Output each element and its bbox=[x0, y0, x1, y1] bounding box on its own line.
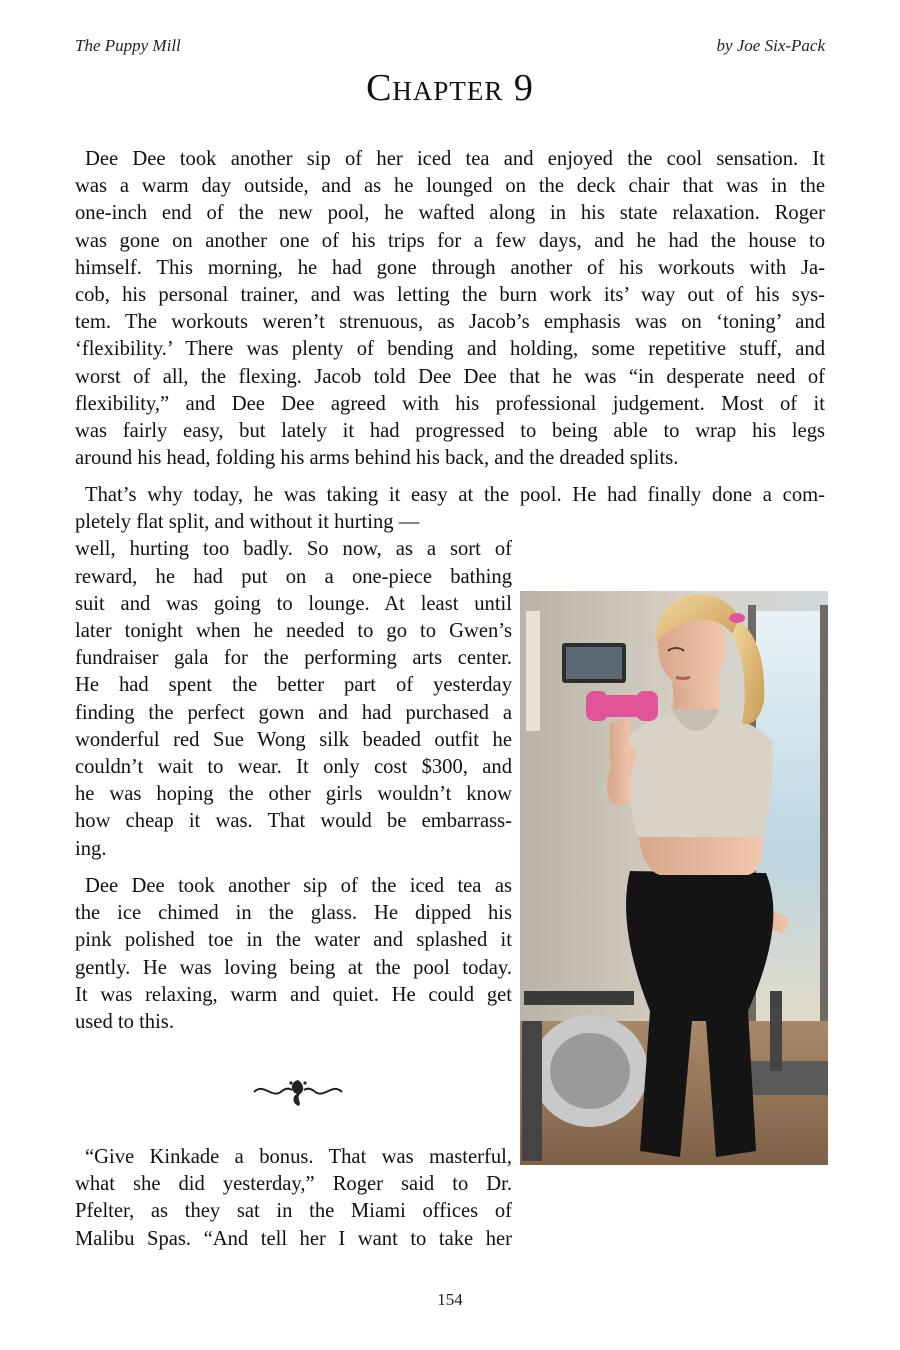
paragraph-1 bbox=[75, 146, 825, 472]
text-line: flexibility,” and Dee Dee agreed with his professional judgement. Most of it bbox=[75, 392, 825, 415]
text-line: was gone on another one of his trips for a few days, and he had the house to bbox=[75, 229, 825, 252]
text-line: Dee Dee took another sip of the iced tea as bbox=[85, 875, 512, 897]
running-header bbox=[75, 36, 825, 56]
text-line: tem. The workouts weren’t strenuous, as Jacob’s emphasis was on ‘toning’ and bbox=[75, 311, 825, 334]
text-line: Pfelter, as they sat in the Miami offices of bbox=[75, 1200, 512, 1223]
text-line: reward, he had put on a one-piece bathing bbox=[75, 565, 512, 588]
text-line: finding the perfect gown and had purchased a bbox=[75, 701, 512, 724]
text-line: wonderful red Sue Wong silk beaded outfit he bbox=[75, 728, 512, 751]
text-line: was fairly easy, but lately it had progressed to being able to wrap his legs bbox=[75, 420, 825, 443]
paragraph-3 bbox=[75, 873, 512, 1036]
text-line: what she did yesterday,” Roger said to Dr. bbox=[75, 1173, 512, 1196]
gym-workout-photo bbox=[520, 591, 828, 1165]
section-break-ornament-icon bbox=[252, 1074, 344, 1110]
text-line: pletely flat split, and without it hurting — bbox=[75, 511, 420, 534]
text-line: well, hurting too badly. So now, as a sort of bbox=[75, 538, 512, 561]
photo-illustration bbox=[520, 591, 828, 1165]
book-title: The Puppy Mill bbox=[75, 36, 181, 55]
text-line: Dee Dee took another sip of her iced tea and enjoyed the cool sensation. It bbox=[85, 148, 825, 170]
page-number: 154 bbox=[437, 1290, 463, 1309]
text-line: worst of all, the flexing. Jacob told Dee Dee that he was “in desperate need of bbox=[75, 365, 825, 388]
author-name: by Joe Six-Pack bbox=[716, 36, 825, 55]
text-line: It was relaxing, warm and quiet. He could get bbox=[75, 983, 512, 1006]
text-line: ing. bbox=[75, 837, 107, 860]
text-line: cob, his personal trainer, and was letting the burn work its’ way out of his sys- bbox=[75, 284, 825, 307]
text-line: the ice chimed in the glass. He dipped his bbox=[75, 902, 512, 925]
text-line: later tonight when he needed to go to Gwen’s bbox=[75, 620, 512, 643]
text-line: fundraiser gala for the performing arts center. bbox=[75, 647, 512, 670]
chapter-title: Chapter 9 bbox=[366, 67, 534, 109]
text-line: couldn’t wait to wear. It only cost $300, and bbox=[75, 756, 512, 779]
text-line: how cheap it was. That would be embarrass- bbox=[75, 810, 512, 833]
text-line: himself. This morning, he had gone through another of his workouts with Ja- bbox=[75, 256, 825, 279]
text-line: around his head, folding his arms behind his back, and the dreaded splits. bbox=[75, 447, 679, 470]
text-line: That’s why today, he was taking it easy at the pool. He had finally done a com- bbox=[85, 484, 825, 506]
text-line: used to this. bbox=[75, 1011, 174, 1034]
text-line: “Give Kinkade a bonus. That was masterful, bbox=[85, 1146, 512, 1168]
text-line: ‘flexibility.’ There was plenty of bending and holding, some repetitive stuff, and bbox=[75, 338, 825, 361]
text-line: gently. He was loving being at the pool today. bbox=[75, 956, 512, 979]
text-line: was a warm day outside, and as he lounged on the deck chair that was in the bbox=[75, 175, 825, 198]
text-line: He had spent the better part of yesterday bbox=[75, 674, 512, 697]
paragraph-4 bbox=[75, 1144, 512, 1253]
text-line: suit and was going to lounge. At least until bbox=[75, 592, 512, 615]
text-line: one-inch end of the new pool, he wafted along in his state relaxation. Roger bbox=[75, 202, 825, 225]
text-line: pink polished toe in the water and splashed it bbox=[75, 929, 512, 952]
text-line: he was hoping the other girls wouldn’t know bbox=[75, 783, 512, 806]
text-line: Malibu Spas. “And tell her I want to take her bbox=[75, 1227, 512, 1250]
